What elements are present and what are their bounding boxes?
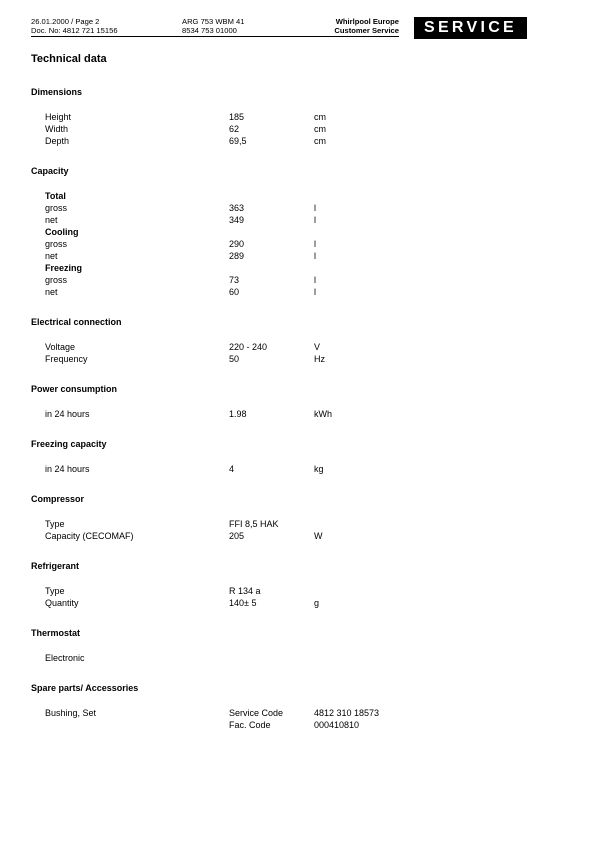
section-title-power: Power consumption [31,384,118,394]
spec-row-frequency [0,353,595,365]
subheading-total: Total [45,191,66,201]
spec-row-freezing-24h [0,463,595,475]
spec-unit: 000410810 [314,720,360,730]
spec-unit: cm [314,112,326,122]
spec-label: net [45,287,58,297]
spec-unit: kWh [314,409,332,419]
spec-label: net [45,251,58,261]
spec-row-total-net [0,214,595,226]
section-title-freezing-capacity: Freezing capacity [31,439,107,449]
header-left [31,17,118,35]
spec-row-thermostat [0,652,595,664]
spec-row-power-24h [0,408,595,420]
spec-unit: l [314,239,316,249]
spec-value: Service Code [229,708,284,718]
doc-number: Doc. No: 4812 721 15156 [31,26,118,35]
service-badge: SERVICE [414,17,527,39]
spec-value: 349 [229,215,245,225]
spec-value: 220 - 240 [229,342,268,352]
spec-label: Frequency [45,354,88,364]
spec-unit: Hz [314,354,325,364]
spec-label: Quantity [45,598,79,608]
spec-value: 140± 5 [229,598,257,608]
spec-row-total-gross [0,202,595,214]
header-right [300,17,399,35]
spec-row-voltage [0,341,595,353]
spec-value: 363 [229,203,245,213]
subheading-freezing: Freezing [45,263,83,273]
spec-unit: V [314,342,321,352]
spec-label: Height [45,112,72,122]
spec-value: 185 [229,112,245,122]
model-number: ARG 753 WBM 41 [182,17,245,26]
spec-row-compressor-type [0,518,595,530]
spec-value: FFI 8,5 HAK [229,519,279,529]
spec-unit: l [314,215,316,225]
spec-row-compressor-capacity [0,530,595,542]
spec-label: net [45,215,58,225]
spec-value: 289 [229,251,245,261]
page-title: Technical data [31,53,107,65]
product-code: 8534 753 01000 [182,26,237,35]
header-rule [31,36,399,37]
section-title-compressor: Compressor [31,494,85,504]
spec-unit: W [314,531,323,541]
spec-unit: l [314,287,316,297]
company-name: Whirlpool Europe [335,17,399,26]
spec-value: Fac. Code [229,720,271,730]
spec-label: Depth [45,136,70,146]
spec-unit: kg [314,464,324,474]
spec-unit: l [314,251,316,261]
spec-label: gross [45,275,68,285]
spec-value: 290 [229,239,245,249]
spec-unit: g [314,598,320,608]
spec-row-spare-service-code [0,707,595,719]
section-title-refrigerant: Refrigerant [31,561,80,571]
section-title-capacity: Capacity [31,166,69,176]
subheading-cooling: Cooling [45,227,79,237]
spec-row-height [0,111,595,123]
spec-value: 62 [229,124,240,134]
section-title-spare-parts: Spare parts/ Accessories [31,683,139,693]
spec-value: 1.98 [229,409,247,419]
spec-value: R 134 a [229,586,261,596]
spec-label: gross [45,239,68,249]
spec-unit: cm [314,136,326,146]
spec-value: 69,5 [229,136,247,146]
spec-row-refrigerant-type [0,585,595,597]
spec-label: Type [45,586,65,596]
spec-row-cooling-gross [0,238,595,250]
spec-row-freezing-gross [0,274,595,286]
section-title-dimensions: Dimensions [31,87,83,97]
spec-label: Electronic [45,653,85,663]
spec-unit: 4812 310 18573 [314,708,380,718]
spec-label: in 24 hours [45,409,90,419]
header-middle [182,17,244,35]
spec-unit: cm [314,124,326,134]
spec-row-width [0,123,595,135]
spec-label: Voltage [45,342,76,352]
section-title-thermostat: Thermostat [31,628,81,638]
spec-value: 60 [229,287,240,297]
department-name: Customer Service [334,26,399,35]
spec-unit: l [314,203,316,213]
spec-value: 73 [229,275,240,285]
spec-row-cooling-net [0,250,595,262]
spec-label: gross [45,203,68,213]
spec-label: in 24 hours [45,464,90,474]
spec-row-depth [0,135,595,147]
spec-unit: l [314,275,316,285]
spec-label: Capacity (CECOMAF) [45,531,134,541]
spec-row-refrigerant-quantity [0,597,595,609]
spec-row-spare-fac-code [0,719,595,731]
spec-row-freezing-net [0,286,595,298]
section-title-electrical: Electrical connection [31,317,122,327]
spec-value: 50 [229,354,240,364]
spec-label: Bushing, Set [45,708,97,718]
spec-label: Type [45,519,65,529]
spec-value: 4 [229,464,235,474]
spec-label: Width [45,124,69,134]
date-page: 26.01.2000 / Page 2 [31,17,100,26]
spec-value: 205 [229,531,245,541]
